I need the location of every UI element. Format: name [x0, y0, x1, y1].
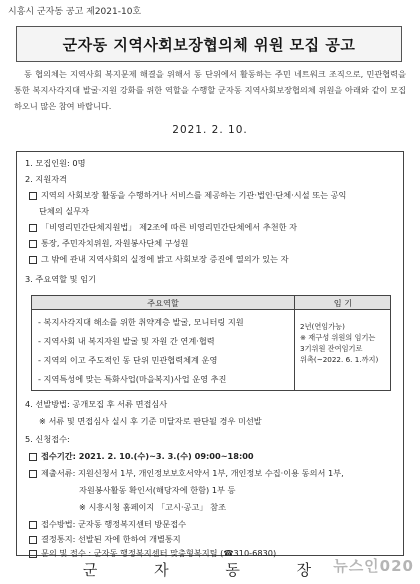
qualification-item: 통장, 주민자치위원, 자원봉사단체 구성원 — [29, 238, 188, 249]
page-title: 군자동 지역사회보장협의체 위원 모집 공고 — [62, 35, 356, 54]
section-application: 5. 신청접수: — [25, 434, 70, 444]
application-contact: 문의 및 접수 : 군자동 행정복지센터 맞춤형복지팀 (☎310-6830) — [29, 548, 276, 559]
intro-line: 동 협의체는 지역사회 복지문제 해결을 위해서 동 단위에서 활동하는 주민 네트워크 — [24, 69, 326, 79]
checkbox-icon — [29, 521, 37, 529]
role-item: - 지역사회 내 복지자원 발굴 및 자원 간 연계·협력 — [38, 336, 215, 346]
term-line: ※ 재구성 위원의 임기는 — [300, 333, 376, 342]
roles-table — [31, 295, 391, 391]
application-docs: 제출서류: 지원신청서 1부, 개인정보보호서약서 1부, 개인정보 수집·이용 동의서 1부, — [29, 468, 344, 479]
application-docs-note: ※ 시흥시청 홈페이지 「고시·공고」 참조 — [79, 502, 226, 512]
title-box — [16, 26, 402, 62]
checkbox-icon — [29, 536, 37, 544]
term-line: 위촉(~2022. 6. 1.까지) — [300, 355, 379, 364]
application-method: 접수방법: 군자동 행정복지센터 방문접수 — [29, 519, 186, 530]
notice-date: 2021. 2. 10. — [172, 124, 248, 136]
qualification-item: 「비영리민간단체지원법」 제2조에 따른 비영리민간단체에서 추천한 자 — [29, 222, 297, 233]
roles-table-header — [32, 296, 390, 310]
watermark-logo: 뉴스인020 — [333, 557, 414, 575]
section-selection: 4. 선발방법: 공개모집 후 서류 면접심사 — [25, 399, 168, 409]
role-item: - 복지사각지대 해소를 위한 취약계층 발굴, 모니터링 지원 — [38, 317, 244, 327]
application-period: 접수기간: 2021. 2. 10.(수)~3. 3.(수) 09:00~18:00 — [29, 451, 254, 462]
checkbox-icon — [29, 192, 37, 200]
checkbox-icon — [29, 256, 37, 264]
qualification-item: 지역의 사회보장 활동을 수행하거나 서비스를 제공하는 기관·법인·단체·시설 또는 공익 — [29, 190, 346, 201]
checkbox-icon — [29, 240, 37, 248]
notice-number: 시흥시 군자동 공고 제2021-10호 — [8, 7, 142, 17]
term-header: 임 기 — [333, 298, 353, 308]
intro-line: 조직으로, 민관협력을 통한 복지사각지대 발굴·지원 강화를 위한 역할을 수행할 군자동 — [14, 69, 406, 95]
role-item: - 지역특성에 맞는 특화사업(마을복지)사업 운영 추진 — [38, 374, 227, 384]
section-qualification: 2. 지원자격 — [25, 174, 68, 184]
intro-paragraph — [14, 66, 406, 114]
checkbox-icon — [29, 470, 37, 478]
content-box — [16, 151, 404, 556]
checkbox-icon — [29, 550, 37, 558]
qualification-item: 그 밖에 관내 지역사회의 실정에 밝고 사회보장 증진에 열의가 있는 자 — [29, 254, 288, 265]
selection-note: ※ 서류 및 면접심사 실시 후 기준 미달자로 판단될 경우 미선발 — [39, 416, 262, 426]
qualification-item-cont: 단체의 실무자 — [39, 206, 90, 216]
section-roles: 3. 주요역할 및 임기 — [25, 274, 96, 284]
application-docs-cont: 자원봉사활동 확인서(해당자에 한함) 1부 등 — [79, 485, 236, 495]
term-line: 2년(연임가능) — [300, 322, 345, 331]
role-item: - 지역의 이고 주도적인 동 단위 민관협력체계 운영 — [38, 355, 218, 365]
checkbox-icon — [29, 453, 37, 461]
intro-line: 지역사회보장협의체 위원을 아래와 같이 모집하오니 많은 참여 바랍니다. — [14, 85, 406, 111]
application-result: 결정통지: 선발된 자에 한하여 개별통지 — [29, 534, 181, 545]
term-line: 3기위원 잔여임기로 — [300, 344, 363, 353]
table-divider — [294, 296, 295, 390]
footer-signature: 군 자 동 장 — [82, 561, 338, 579]
section-recruit-count: 1. 모집인원: 0명 — [25, 158, 86, 168]
checkbox-icon — [29, 224, 37, 232]
role-header: 주요역할 — [147, 298, 179, 308]
